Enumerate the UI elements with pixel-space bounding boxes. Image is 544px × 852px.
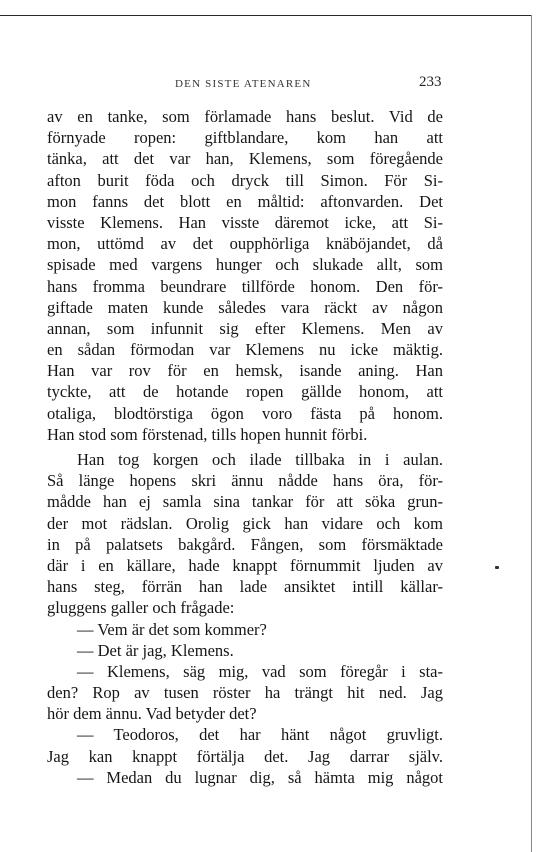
text-line: Han stod som förstenad, tills hopen hunnit förbi. xyxy=(47,424,368,444)
text-line: afton burit föda och dryck till Simon. För Si- xyxy=(47,170,443,190)
top-border-rule xyxy=(0,15,532,16)
right-border-rule xyxy=(531,15,532,852)
text-line: mon, uttömd av det oupphörliga knäböjandet, då xyxy=(47,234,443,254)
body-text xyxy=(47,106,443,788)
text-line: giftade maten kunde således vara räckt av någon xyxy=(47,297,443,317)
text-line: hör dem ännu. Vad betyder det? xyxy=(47,704,257,724)
text-line: av en tanke, som förlamade hans beslut. Vid de xyxy=(47,107,443,126)
text-line: tänka, att det var han, Klemens, som föregående xyxy=(47,149,443,169)
text-line: — Det är jag, Klemens. xyxy=(77,640,234,660)
text-line: — Medan du lugnar dig, så hämta mig något xyxy=(77,767,443,787)
text-line: visste Klemens. Han visste däremot icke, att Si- xyxy=(47,212,443,232)
text-line: Han var rov för en hemsk, isande aning. Han xyxy=(47,361,443,381)
text-line: annan, som infunnit sig efter Klemens. Men av xyxy=(47,318,443,338)
text-line: Han tog korgen och ilade tillbaka in i aulan. xyxy=(77,450,443,469)
text-line: — Vem är det som kommer? xyxy=(77,619,267,639)
running-header: DEN SISTE ATENAREN xyxy=(175,78,312,90)
text-line: Jag kan knappt förtälja det. Jag darrar själv. xyxy=(47,746,443,766)
text-line: Så länge hopens skri ännu nådde hans öra, för- xyxy=(47,471,443,491)
text-line: der mot rädslan. Orolig gick han vidare och kom xyxy=(47,513,443,533)
margin-mark xyxy=(495,566,499,569)
text-line: hans fromma beundrare tillförde honom. Den för- xyxy=(47,276,443,296)
text-line: hans steg, förrän han lade ansiktet intill källar- xyxy=(47,577,443,597)
text-line: tyckte, att de hotande ropen gällde honom, att xyxy=(47,382,443,402)
text-line: — Klemens, säg mig, vad som föregår i sta- xyxy=(77,661,443,681)
text-line: in på palatsets bakgård. Fången, som försmäktade xyxy=(47,534,443,554)
text-line: mådde han ej samla sina tankar för att söka grun- xyxy=(47,492,443,512)
text-line: gluggens galler och frågade: xyxy=(47,598,235,618)
text-line: spisade med vargens hunger och slukade allt, som xyxy=(47,255,443,275)
page-number: 233 xyxy=(419,74,442,90)
text-line: en sådan förmodan var Klemens nu icke mäktig. xyxy=(47,340,443,360)
text-line: mon fanns det blott en måltid: aftonvarden. Det xyxy=(47,191,443,211)
text-line: den? Rop av tusen röster ha trängt hit ned. Jag xyxy=(47,683,443,703)
text-line: förnyade ropen: giftblandare, kom han att xyxy=(47,128,443,148)
text-line: där i en källare, hade knappt förnummit ljuden av xyxy=(47,555,443,575)
text-line: otaliga, blodtörstiga ögon voro fästa på honom. xyxy=(47,403,443,423)
text-line: — Teodoros, det har hänt något gruvligt. xyxy=(77,725,443,745)
